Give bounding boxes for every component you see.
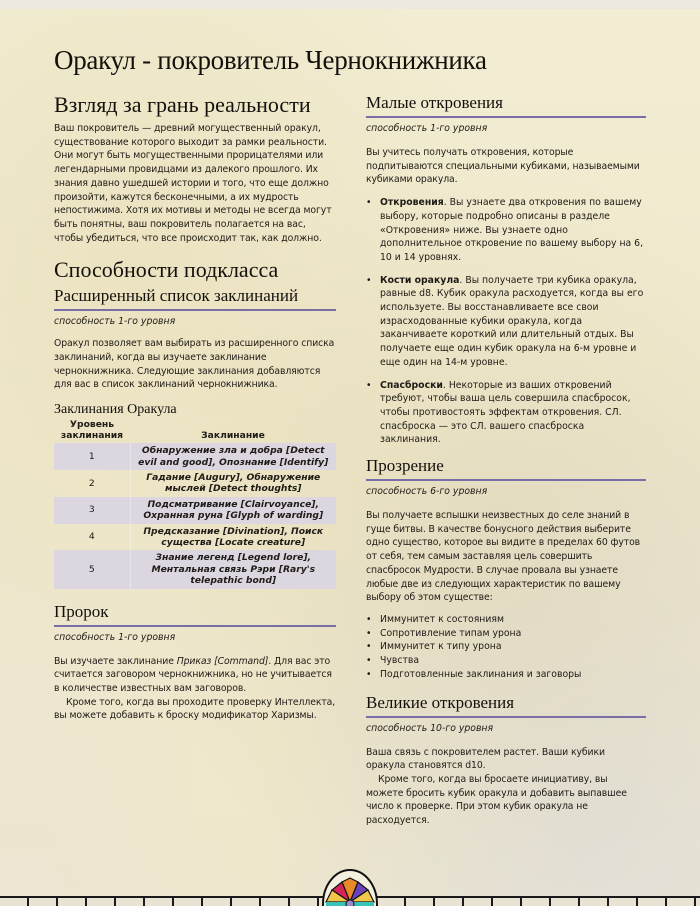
prophet-heading: Пророк: [54, 601, 336, 627]
column-header-level: Уровень заклинания: [60, 419, 124, 442]
spell-names-cell: Знание легенд [Legend lore], Ментальная связь Рэри [Rary's telepathic bond]: [130, 550, 336, 588]
insight-list-item: [366, 654, 646, 668]
expanded-spells-section: [54, 285, 336, 588]
bullet-icon: •: [366, 379, 372, 391]
feature-level: способность 6-го уровня: [366, 486, 488, 498]
greater-revelations-heading: Великие откровения: [366, 692, 646, 718]
prophet-text-after: . Для вас это считается заговором чернокнижника, но не учитывается в количестве известных вам заговоров.: [54, 655, 332, 695]
spell-table-row: [54, 497, 336, 524]
top-strip: [0, 0, 700, 9]
intro-text: Ваш покровитель — древний могущественный оракул, существование которого выходит за рамки реальности. Они могут быть могущественными прорицателями или легендарными провидцами из далекого прошлого. Их знания давно ушедшей истории и того, что еще должно произойти, кажутся бесконечными, а их мудрость непостижима. Хотя их мотивы и методы не всегда могут быть понятны, ваш покровитель полагается на вас, чтобы убедиться, что все происходит так, как должно.: [54, 123, 332, 244]
item-text: . Вы получаете три кубика оракула, равные d8. Кубик оракула расходуется, когда вы его используете. Вы восстанавливаете все свои израсходованные кубики оракула, когда заканчиваете короткий или длительный отдых. Вы получаете еще один кубик оракула на 6-м уровне и еще один на 14-м уровне.: [380, 274, 644, 368]
spell-names-cell: Подсматривание [Clairvoyance], Охранная руна [Glyph of warding]: [130, 497, 336, 524]
bullet-icon: •: [366, 613, 372, 625]
greater-revelations-paragraph-1: Ваша связь с покровителем растет. Ваши кубики оракула становятся d10.: [366, 746, 605, 772]
lesser-revelations-heading: Малые откровения: [366, 92, 646, 118]
bullet-icon: •: [366, 655, 372, 667]
prophet-text-before: Вы изучаете заклинание: [54, 655, 177, 667]
item-term: Спасброски: [380, 379, 443, 391]
left-column: [54, 88, 336, 723]
insight-list-item: [366, 668, 646, 682]
intro-heading: Взгляд за грань реальности: [54, 92, 311, 117]
insight-section: [366, 455, 646, 681]
subclass-heading: Способности подкласса: [54, 257, 279, 283]
expanded-spells-text: Оракул позволяет вам выбирать из расширенного списка заклинаний, когда вы изучаете заклинание чернокнижника. Следующие заклинания добавляются для вас в список заклинаний чернокнижника.: [54, 338, 335, 391]
right-column: [366, 88, 646, 828]
item-text: Иммунитет к типу урона: [380, 641, 502, 653]
spell-table-row: [54, 470, 336, 497]
item-text: Сопротивление типам урона: [380, 627, 522, 639]
bullet-icon: •: [366, 668, 372, 680]
spell-level-cell: 3: [54, 497, 130, 524]
revelation-list-item: [366, 379, 646, 448]
insight-heading: Прозрение: [366, 455, 646, 481]
insight-list: [366, 613, 646, 682]
feature-level: способность 1-го уровня: [366, 123, 488, 134]
item-text: Подготовленные заклинания и заговоры: [380, 668, 582, 680]
greater-revelations-paragraph-2: Кроме того, когда вы бросаете инициативу, вы можете бросить кубик оракула и добавить выпавшее число к проверке. При этом кубик оракула не расходуется.: [366, 773, 627, 827]
greater-revelations-section: [366, 692, 646, 828]
prophet-paragraph-2: Кроме того, когда вы проходите проверку Интеллекта, вы можете добавить к броску модификатор Харизмы.: [54, 696, 336, 722]
item-text: . Вы узнаете два откровения по вашему выбору, которые подробно описаны в разделе «Откровения» ниже. Вы узнаете одно дополнительное откровение по вашему выбору на 6, 10 и 14 уровнях.: [380, 197, 644, 263]
prophet-paragraph-1: [54, 655, 336, 696]
bullet-icon: •: [366, 641, 372, 653]
item-text: Иммунитет к состояниям: [380, 613, 505, 625]
feature-level: способность 1-го уровня: [54, 631, 176, 643]
spell-names-cell: Обнаружение зла и добра [Detect evil and good], Опознание [Identify]: [130, 443, 336, 470]
bullet-icon: •: [366, 627, 372, 639]
item-text: Чувства: [380, 655, 420, 667]
insight-list-item: [366, 613, 646, 627]
item-text: . Некоторые из ваших откровений требуют, чтобы ваша цель совершила спасбросок, чтобы противостоять эффектам откровения. СЛ. спасброска — это СЛ. вашего спасброска заклинания.: [380, 379, 631, 446]
spell-table-row: [54, 443, 336, 470]
lesser-revelations-section: [366, 92, 646, 447]
item-term: Откровения: [380, 197, 444, 209]
spell-level-cell: 1: [54, 443, 130, 470]
revelation-list-item: [366, 196, 646, 265]
spell-names-cell: Гадание [Augury], Обнаружение мыслей [Detect thoughts]: [146, 471, 321, 495]
page-title: Оракул - покровитель Чернокнижника: [54, 45, 487, 75]
feature-level: способность 1-го уровня: [54, 316, 176, 328]
insight-text: Вы получаете вспышки неизвестных до селе знаний в гуще битвы. В качестве бонусного действия выберите одно существо, которое вы видите в пределах 60 футов от себя, тем самым заставляя цель совершить спасбросок Мудрости. В случае провала вы узнаете любые две из следующих характеристик по вашему выбору об этом существе:: [366, 510, 641, 604]
lesser-revelations-text: Вы учитесь получать откровения, которые подпитываются специальными кубиками, называемыми кубиками оракула.: [366, 147, 640, 186]
revelation-list-item: [366, 274, 646, 370]
spell-table-row: [54, 524, 336, 551]
spell-names-cell: Предсказание [Divination], Поиск существа [Locate creature]: [143, 525, 324, 548]
spell-level-cell: 4: [54, 524, 130, 551]
spell-level-cell: 5: [54, 550, 130, 588]
item-term: Кости оракула: [380, 274, 460, 286]
spell-level-cell: 2: [54, 470, 130, 497]
spell-table-title: Заклинания Оракула: [54, 402, 177, 418]
spell-table-row: [54, 550, 336, 588]
insight-list-item: [366, 640, 646, 654]
column-header-spell: Заклинание: [201, 430, 265, 442]
lesser-revelations-list: [366, 196, 646, 447]
oracle-spells-table: [54, 419, 336, 588]
expanded-spells-heading: Расширенный список заклинаний: [54, 285, 336, 311]
insight-list-item: [366, 627, 646, 641]
prophet-section: [54, 601, 336, 724]
bullet-icon: •: [366, 197, 372, 209]
feature-level: способность 10-го уровня: [366, 722, 494, 734]
stained-glass-emblem-icon: [320, 868, 380, 906]
bullet-icon: •: [366, 274, 372, 286]
command-spell: Приказ [Command]: [176, 655, 269, 667]
